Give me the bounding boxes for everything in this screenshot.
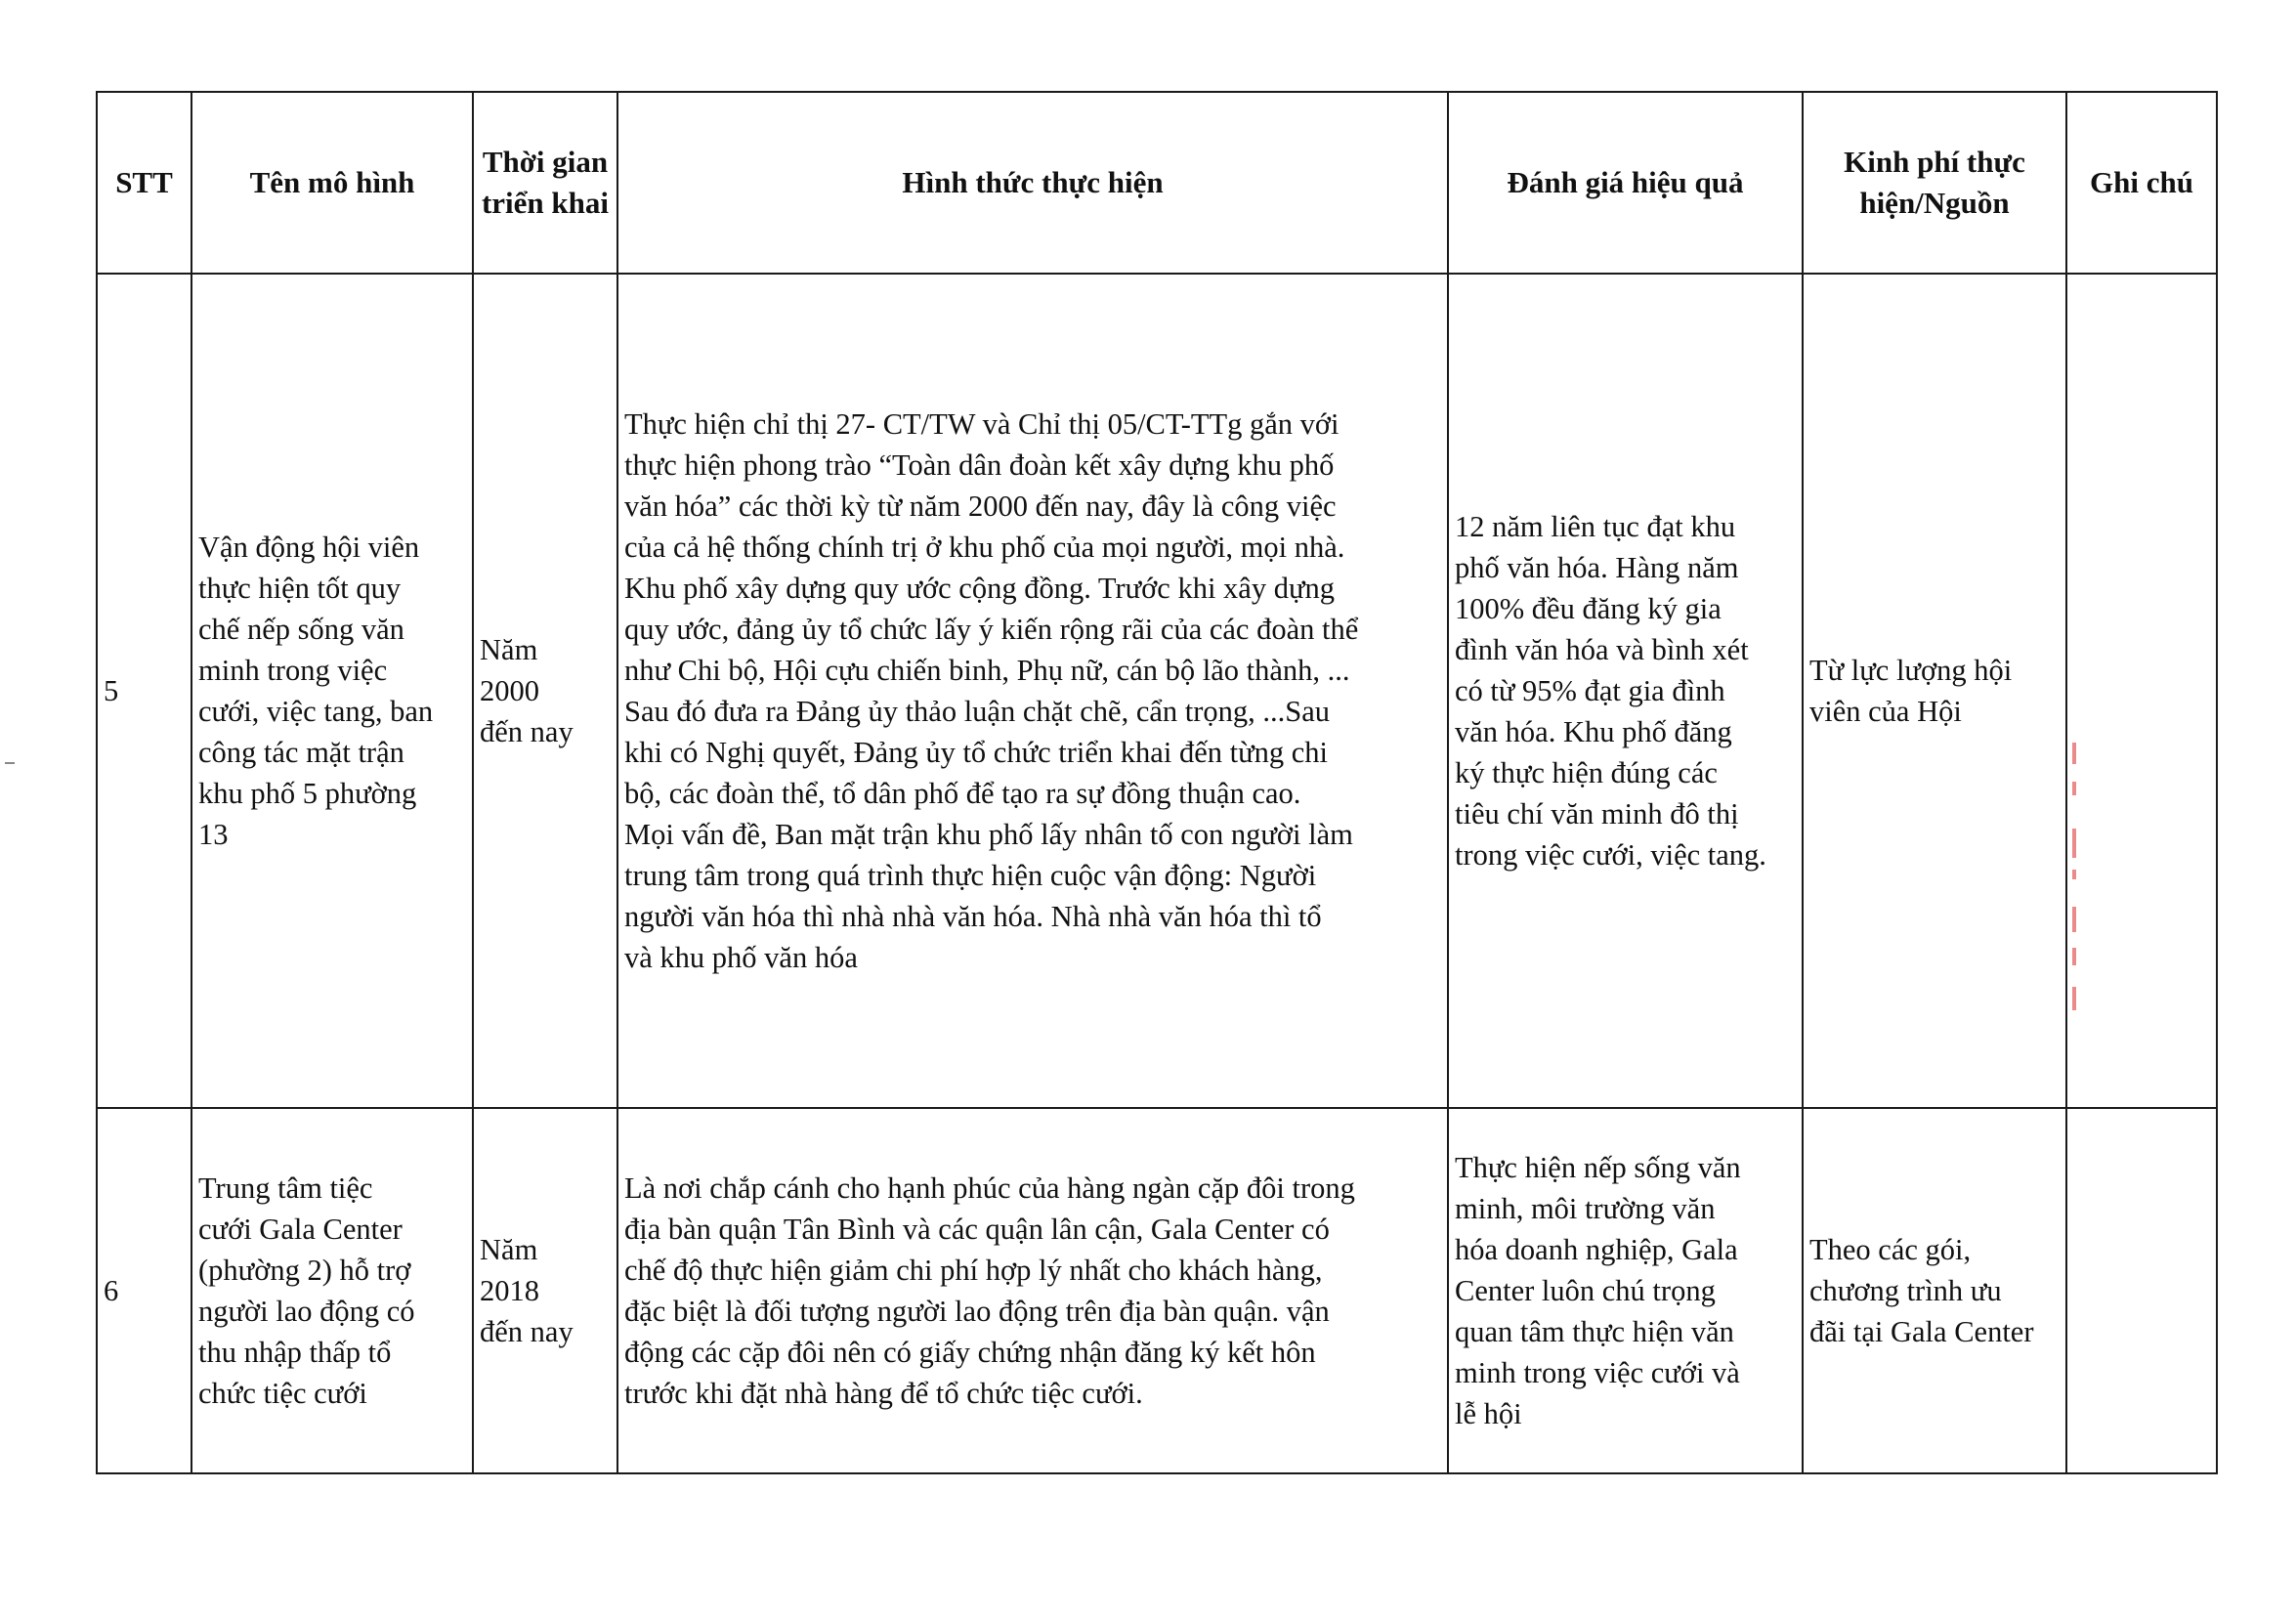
cell-implementation-time: Năm 2000 đến nay [473, 274, 617, 1108]
header-funding-source: Kinh phí thực hiện/Nguồn [1803, 92, 2066, 274]
cell-effectiveness: Thực hiện nếp sống văn minh, môi trường văn hóa doanh nghiệp, Gala Center luôn chú trọng quan tâm thực hiện văn minh trong việc cưới và lễ hội [1448, 1108, 1803, 1473]
models-table [96, 91, 2218, 1474]
header-implementation-form: Hình thức thực hiện [617, 92, 1448, 274]
cell-implementation-time: Năm 2018 đến nay [473, 1108, 617, 1473]
header-note: Ghi chú [2066, 92, 2217, 274]
header-implementation-time: Thời gian triển khai [473, 92, 617, 274]
header-model-name: Tên mô hình [191, 92, 473, 274]
cell-model-name: Trung tâm tiệc cưới Gala Center (phường 2) hỗ trợ người lao động có thu nhập thấp tổ chức tiệc cưới [191, 1108, 473, 1473]
header-effectiveness: Đánh giá hiệu quả [1448, 92, 1803, 274]
cell-implementation-form: Thực hiện chỉ thị 27- CT/TW và Chỉ thị 05/CT-TTg gắn với thực hiện phong trào “Toàn dân đoàn kết xây dựng khu phố văn hóa” các thời kỳ từ năm 2000 đến nay, đây là công việc của cả hệ thống chính trị ở khu phố của mọi người, mọi nhà. Khu phố xây dựng quy ước cộng đồng. Trước khi xây dựng quy ước, đảng ủy tổ chức lấy ý kiến rộng rãi của các đoàn thể như Chi bộ, Hội cựu chiến binh, Phụ nữ, cán bộ lão thành, ... Sau đó đưa ra Đảng ủy thảo luận chặt chẽ, cẩn trọng, ...Sau khi có Nghị quyết, Đảng ủy tổ chức triển khai đến từng chi bộ, các đoàn thể, tổ dân phố để tạo ra sự đồng thuận cao. Mọi vấn đề, Ban mặt trận khu phố lấy nhân tố con người làm trung tâm trong quá trình thực hiện cuộc vận động: Người người văn hóa thì nhà nhà văn hóa. Nhà nhà văn hóa thì tổ và khu phố văn hóa [617, 274, 1448, 1108]
cell-note [2066, 1108, 2217, 1473]
table-header-row [97, 92, 2217, 274]
cell-funding-source: Từ lực lượng hội viên của Hội [1803, 274, 2066, 1108]
margin-mark [5, 762, 15, 764]
cell-implementation-form: Là nơi chắp cánh cho hạnh phúc của hàng ngàn cặp đôi trong địa bàn quận Tân Bình và các quận lân cận, Gala Center có chế độ thực hiện giảm chi phí hợp lý nhất cho khách hàng, đặc biệt là đối tượng người lao động trên địa bàn quận. vận động các cặp đôi nên có giấy chứng nhận đăng ký kết hôn trước khi đặt nhà hàng để tổ chức tiệc cưới. [617, 1108, 1448, 1473]
table-row [97, 274, 2217, 1108]
cell-stt: 5 [97, 274, 191, 1108]
cell-effectiveness: 12 năm liên tục đạt khu phố văn hóa. Hàng năm 100% đều đăng ký gia đình văn hóa và bình xét có từ 95% đạt gia đình văn hóa. Khu phố đăng ký thực hiện đúng các tiêu chí văn minh đô thị trong việc cưới, việc tang. [1448, 274, 1803, 1108]
cell-note [2066, 274, 2217, 1108]
header-stt: STT [97, 92, 191, 274]
cell-model-name: Vận động hội viên thực hiện tốt quy chế nếp sống văn minh trong việc cưới, việc tang, ban công tác mặt trận khu phố 5 phường 13 [191, 274, 473, 1108]
table-row [97, 1108, 2217, 1473]
cell-stt: 6 [97, 1108, 191, 1473]
red-stamp-fragment [2068, 743, 2082, 1016]
cell-funding-source: Theo các gói, chương trình ưu đãi tại Gala Center [1803, 1108, 2066, 1473]
